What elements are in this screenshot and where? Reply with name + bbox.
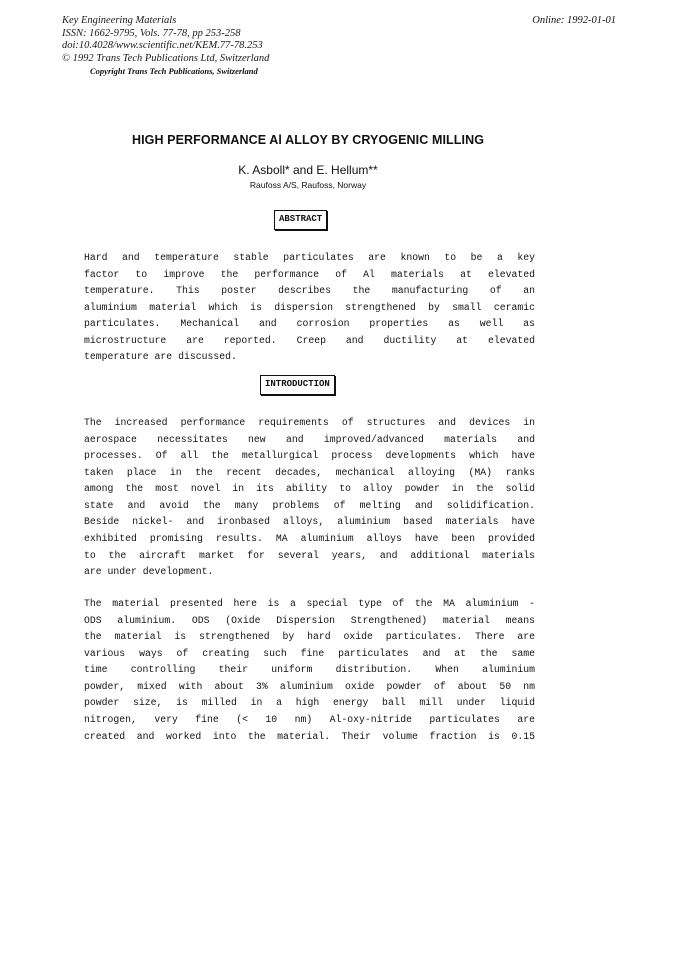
text-line: among the most novel in its ability to alloy powder in the solid: [84, 483, 535, 495]
text-line: temperature. This poster describes the manufacturing of an: [84, 285, 535, 297]
text-line: exhibited promising results. MA aluminium alloys have been provided: [84, 532, 535, 544]
text-line: aerospace necessitates new and improved/advanced materials and: [84, 433, 535, 445]
doi-line: doi:10.4028/www.scientific.net/KEM.77-78.253: [62, 40, 263, 52]
journal-name: Key Engineering Materials: [62, 15, 177, 26]
copyright-line: Copyright Trans Tech Publications, Switzerland: [90, 66, 258, 77]
abstract-heading: ABSTRACT: [274, 210, 327, 230]
introduction-heading: INTRODUCTION: [260, 375, 335, 395]
text-line: The material presented here is a special type of the MA aluminium -: [84, 598, 535, 609]
text-line: the material is strengthened by hard oxide particulates. There are: [84, 631, 535, 643]
introduction-paragraph-2: [84, 596, 535, 745]
issn-line: ISSN: 1662-9795, Vols. 77-78, pp 253-258: [62, 27, 241, 39]
text-line: The increased performance requirements of structures and devices in: [84, 417, 535, 428]
text-line: Beside nickel- and ironbased alloys, aluminium based materials have: [84, 516, 535, 528]
text-line: various ways of creating such fine particulates and at the same: [84, 647, 535, 659]
text-line: time controlling their uniform distribution. When aluminium: [84, 664, 535, 676]
text-line: particulates. Mechanical and corrosion properties as well as: [84, 318, 535, 330]
paper-title: HIGH PERFORMANCE Al ALLOY BY CRYOGENIC MILLING: [131, 133, 485, 147]
online-date: Online: 1992-01-01: [532, 15, 616, 26]
text-line: are under development.: [84, 566, 214, 578]
authors: K. Asboll* and E. Hellum**: [238, 163, 378, 177]
text-line: created and worked into the material. Their volume fraction is 0.15: [84, 730, 535, 742]
text-line: powder, mixed with about 3% aluminium oxide powder of about 50 nm: [84, 680, 535, 692]
journal-header: [62, 15, 269, 77]
text-line: nitrogen, very fine (< 10 nm) Al-oxy-nitride particulates are: [84, 713, 535, 725]
text-line: aluminium material which is dispersion strengthened by small ceramic: [84, 301, 535, 313]
text-line: Hard and temperature stable particulates are known to be a key: [84, 252, 535, 263]
text-line: processes. Of all the metallurgical process developments which have: [84, 450, 535, 462]
text-line: temperature are discussed.: [84, 351, 237, 363]
introduction-paragraph-1: [84, 415, 535, 581]
text-line: taken place in the recent decades, mechanical alloying (MA) ranks: [84, 466, 535, 478]
rights-line: © 1992 Trans Tech Publications Ltd, Switzerland: [62, 52, 270, 64]
abstract-paragraph: [84, 250, 535, 366]
text-line: to the aircraft market for several years, and additional materials: [84, 549, 535, 561]
affiliation: Raufoss A/S, Raufoss, Norway: [249, 180, 367, 190]
text-line: microstructure are reported. Creep and ductility at elevated: [84, 334, 535, 346]
text-line: state and avoid the many problems of melting and solidification.: [84, 499, 535, 511]
text-line: ODS aluminium. ODS (Oxide Dispersion Strengthened) material means: [84, 614, 535, 626]
text-line: factor to improve the performance of Al materials at elevated: [84, 268, 535, 280]
text-line: powder size, is milled in a high energy ball mill under liquid: [84, 697, 535, 709]
